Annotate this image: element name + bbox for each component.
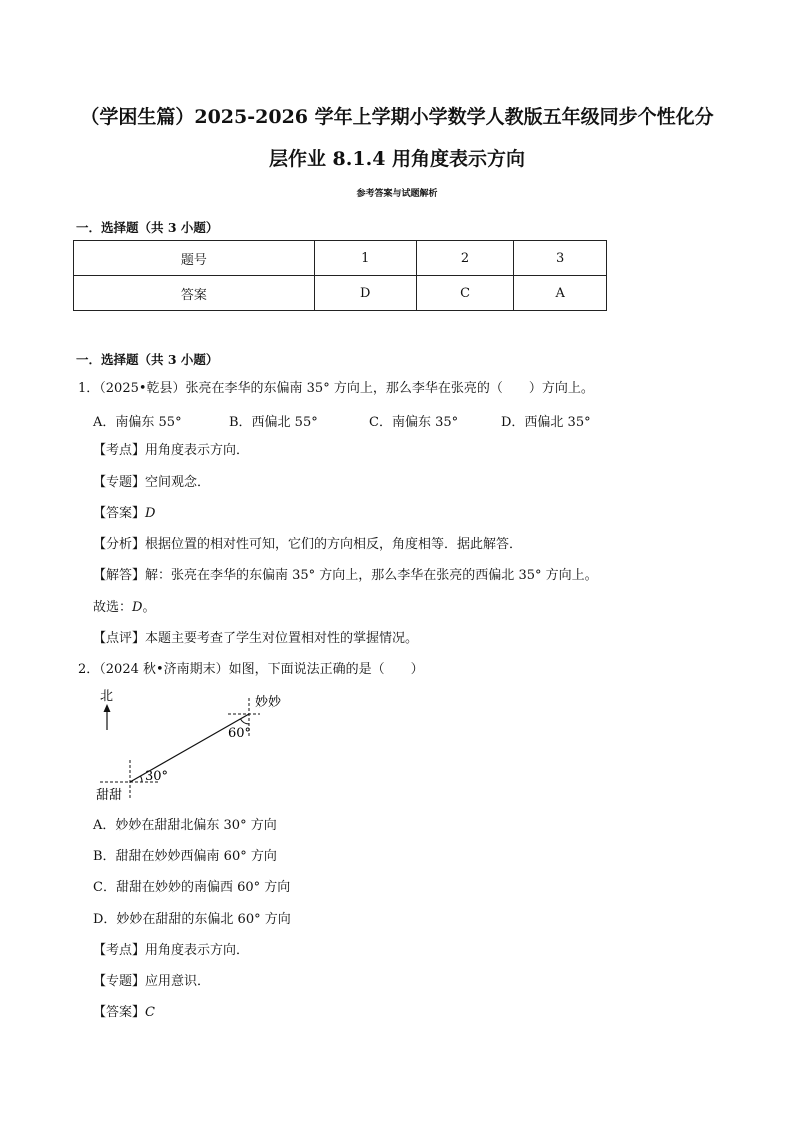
section-heading-1: 一．选择题（共 3 小题） [76, 220, 219, 235]
answer-table [73, 240, 607, 311]
answer-table-cell: 题号 [74, 241, 315, 276]
answer-table-cell: 答案 [74, 276, 315, 311]
question-1-dianping: 【点评】本题主要考查了学生对位置相对性的掌握情况。 [93, 631, 419, 646]
person-top-label: 妙妙 [255, 695, 282, 710]
question-2-stem: 2．（2024 秋•济南期末）如图，下面说法正确的是（ ） [78, 662, 424, 677]
question-1-option-a: A．南偏东 55° [93, 415, 182, 430]
angle-arc-top [241, 719, 250, 724]
question-1-option-b: B．西偏北 55° [229, 415, 318, 430]
answer-label: 【答案】 [93, 506, 146, 521]
question-1-stem: 1．（2025•乾县）张亮在李华的东偏南 35° 方向上，那么李华在张亮的（ ）方向上。 [78, 381, 594, 396]
angle-arc-bottom [141, 776, 143, 782]
question-2-zhuanti: 【专题】应用意识． [93, 974, 211, 989]
question-2-option-d: D．妙妙在甜甜的东偏北 60° 方向 [93, 912, 291, 927]
question-1-answer [93, 505, 155, 523]
question-2-option-a: A．妙妙在甜甜北偏东 30° 方向 [93, 818, 277, 833]
section-heading-2: 一．选择题（共 3 小题） [76, 352, 219, 367]
angle-top-label: 60° [228, 726, 252, 741]
question-2-option-c: C．甜甜在妙妙的南偏西 60° 方向 [93, 880, 291, 895]
question-1-jieda: 【解答】解：张亮在李华的东偏南 35° 方向上，那么李华在张亮的西偏北 35° 方向上。 [93, 568, 598, 583]
direction-figure [90, 686, 310, 806]
choice-end: 。 [142, 600, 156, 615]
question-1-option-d: D．西偏北 35° [501, 415, 591, 430]
north-label: 北 [100, 689, 114, 704]
answer-table-row [74, 276, 607, 311]
north-arrow-head [104, 704, 111, 712]
question-2-answer [93, 1004, 155, 1022]
answer-table-cell: 3 [514, 241, 607, 276]
question-1-zhuanti: 【专题】空间观念． [93, 475, 211, 490]
answer-label: 【答案】 [93, 1005, 146, 1020]
question-2-kaodian: 【考点】用角度表示方向． [93, 943, 250, 958]
angle-bottom-label: 30° [145, 769, 169, 784]
question-2-option-b: B．甜甜在妙妙西偏南 60° 方向 [93, 849, 277, 864]
person-bottom-label: 甜甜 [96, 788, 123, 803]
answer-value: C [145, 1005, 155, 1020]
question-1-fenxi: 【分析】根据位置的相对性可知，它们的方向相反，角度相等．据此解答． [93, 537, 523, 552]
answer-table-header-row [74, 241, 607, 276]
answer-table-cell: 1 [314, 241, 416, 276]
answer-table-cell: 2 [416, 241, 514, 276]
answer-table-cell: C [416, 276, 514, 311]
document-subtitle: 参考答案与试题解析 [356, 189, 438, 199]
question-1-option-c: C．南偏东 35° [369, 415, 459, 430]
choice-value: D [132, 600, 143, 615]
document-title-line2: 层作业 8.1.4 用角度表示方向 [268, 148, 526, 170]
question-1-kaodian: 【考点】用角度表示方向． [93, 443, 250, 458]
answer-value: D [145, 506, 156, 521]
question-1-choice [93, 599, 155, 617]
answer-table-cell: D [314, 276, 416, 311]
document-title-line1: （学困生篇）2025-2026 学年上学期小学数学人教版五年级同步个性化分 [80, 106, 714, 128]
answer-table-cell: A [514, 276, 607, 311]
choice-label: 故选： [93, 600, 133, 615]
